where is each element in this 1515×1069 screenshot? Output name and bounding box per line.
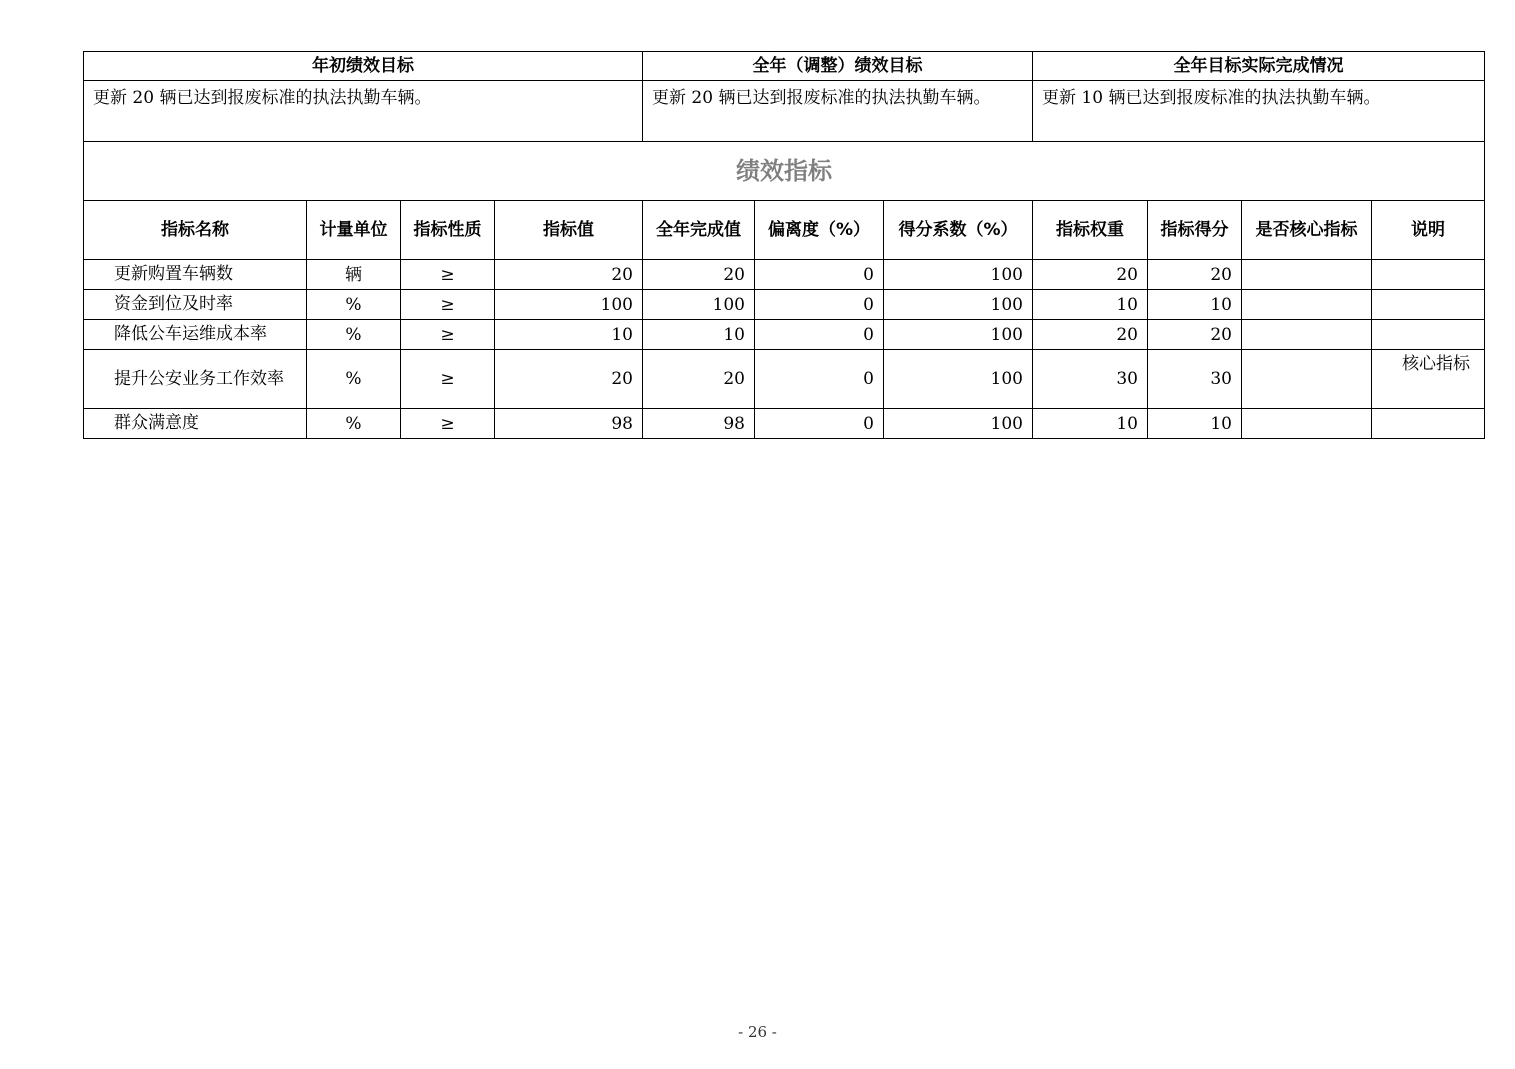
indicator-weight: 20	[1033, 320, 1148, 350]
table-row	[84, 290, 1485, 320]
indicator-name: 提升公安业务工作效率	[84, 350, 307, 409]
indicator-note	[1372, 409, 1485, 439]
indicator-nature: ≥	[401, 409, 495, 439]
col-header-unit: 计量单位	[307, 201, 401, 260]
col-header-core: 是否核心指标	[1242, 201, 1372, 260]
indicator-note	[1372, 290, 1485, 320]
indicator-core	[1242, 350, 1372, 409]
goal-header-initial: 年初绩效目标	[84, 52, 643, 81]
indicator-target: 20	[495, 350, 643, 409]
section-title-row	[84, 142, 1485, 201]
indicator-name: 更新购置车辆数	[84, 260, 307, 290]
col-header-nature: 指标性质	[401, 201, 495, 260]
indicator-weight: 10	[1033, 290, 1148, 320]
indicator-nature: ≥	[401, 350, 495, 409]
col-header-deviation: 偏离度（%）	[755, 201, 884, 260]
indicator-target: 100	[495, 290, 643, 320]
indicator-deviation: 0	[755, 260, 884, 290]
indicator-coefficient: 100	[884, 260, 1033, 290]
indicator-target: 10	[495, 320, 643, 350]
indicator-note	[1372, 320, 1485, 350]
indicator-unit: %	[307, 320, 401, 350]
indicator-target: 20	[495, 260, 643, 290]
indicator-unit: %	[307, 409, 401, 439]
indicator-actual: 100	[643, 290, 755, 320]
indicator-note	[1372, 260, 1485, 290]
indicator-deviation: 0	[755, 409, 884, 439]
table-row	[84, 320, 1485, 350]
indicator-name: 群众满意度	[84, 409, 307, 439]
indicator-nature: ≥	[401, 320, 495, 350]
goal-header-adjusted: 全年（调整）绩效目标	[643, 52, 1033, 81]
indicator-core	[1242, 290, 1372, 320]
indicator-coefficient: 100	[884, 320, 1033, 350]
goal-value-row	[84, 81, 1485, 142]
col-header-note: 说明	[1372, 201, 1485, 260]
indicator-unit: 辆	[307, 260, 401, 290]
table-row	[84, 260, 1485, 290]
goal-header-actual: 全年目标实际完成情况	[1033, 52, 1485, 81]
indicator-weight: 20	[1033, 260, 1148, 290]
col-header-name: 指标名称	[84, 201, 307, 260]
table-row	[84, 409, 1485, 439]
goal-header-row	[84, 52, 1485, 81]
indicator-nature: ≥	[401, 260, 495, 290]
goal-actual-text: 更新 10 辆已达到报废标准的执法执勤车辆。	[1033, 81, 1485, 142]
col-header-weight: 指标权重	[1033, 201, 1148, 260]
indicator-coefficient: 100	[884, 350, 1033, 409]
indicator-actual: 20	[643, 350, 755, 409]
indicator-score: 20	[1148, 320, 1242, 350]
section-title: 绩效指标	[84, 142, 1485, 201]
indicator-nature: ≥	[401, 290, 495, 320]
indicator-actual: 98	[643, 409, 755, 439]
table-row	[84, 350, 1485, 409]
page-number: - 26 -	[738, 1023, 777, 1041]
indicator-target: 98	[495, 409, 643, 439]
indicator-note: 核心指标	[1372, 350, 1485, 409]
col-header-actual: 全年完成值	[643, 201, 755, 260]
indicator-name: 资金到位及时率	[84, 290, 307, 320]
indicator-deviation: 0	[755, 350, 884, 409]
indicator-score: 10	[1148, 409, 1242, 439]
col-header-coefficient: 得分系数（%）	[884, 201, 1033, 260]
performance-table	[83, 51, 1485, 439]
indicator-score: 30	[1148, 350, 1242, 409]
indicator-name: 降低公车运维成本率	[84, 320, 307, 350]
indicator-coefficient: 100	[884, 409, 1033, 439]
column-header-row	[84, 201, 1485, 260]
indicator-actual: 10	[643, 320, 755, 350]
indicator-weight: 30	[1033, 350, 1148, 409]
indicator-unit: %	[307, 350, 401, 409]
col-header-target: 指标值	[495, 201, 643, 260]
goal-adjusted-text: 更新 20 辆已达到报废标准的执法执勤车辆。	[643, 81, 1033, 142]
indicator-deviation: 0	[755, 320, 884, 350]
goal-initial-text: 更新 20 辆已达到报废标准的执法执勤车辆。	[84, 81, 643, 142]
indicator-actual: 20	[643, 260, 755, 290]
indicator-coefficient: 100	[884, 290, 1033, 320]
indicator-unit: %	[307, 290, 401, 320]
col-header-score: 指标得分	[1148, 201, 1242, 260]
indicator-score: 20	[1148, 260, 1242, 290]
indicator-deviation: 0	[755, 290, 884, 320]
indicator-core	[1242, 409, 1372, 439]
indicator-score: 10	[1148, 290, 1242, 320]
indicator-core	[1242, 260, 1372, 290]
indicator-weight: 10	[1033, 409, 1148, 439]
indicator-core	[1242, 320, 1372, 350]
